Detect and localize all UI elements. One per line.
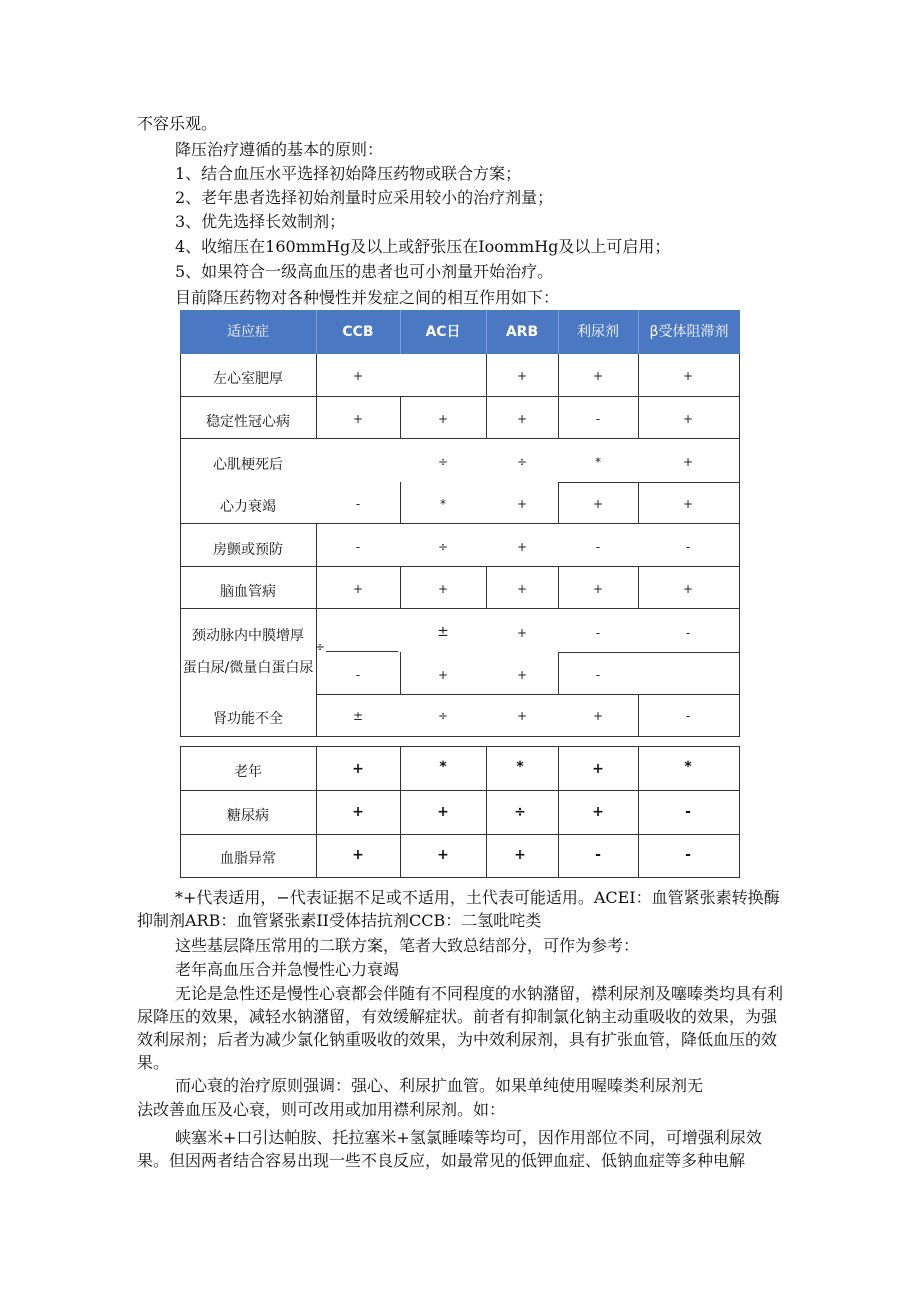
cell-ccb: + (352, 582, 364, 596)
cell-ccb: ± (352, 709, 364, 723)
cell-ccb: + (352, 804, 364, 820)
principle-item: 1、结合血压水平选择初始降压药物或联合方案； (175, 164, 522, 183)
cell-acei: ± (437, 624, 449, 640)
section-heading: 老年高血压合并急慢性心力衰竭 (175, 960, 400, 979)
cell-beta: - (685, 709, 691, 723)
principle-item: 4、收缩压在160mmHg及以上或舒张压在IoommHg及以上可启用； (175, 237, 671, 256)
cell-arb: + (516, 412, 528, 426)
paragraph: 无论是急性还是慢性心衰都会伴随有不同程度的水钠潴留，襟利尿剂及噻嗪类均具有利尿降压的效果，减轻水钠潴留，有效缓解症状。前者有抑制氯化钠主动重吸收的效果，为强效利尿剂；后者为减少氯化钠重吸收的效果，为中效利尿剂，具有扩张血管，降低血压的效果。 (137, 984, 784, 1072)
cell-acei: + (437, 412, 449, 426)
drug-indication-table (180, 310, 740, 736)
paragraph: 法改善血压及心衰，则可改用或加用襟利尿剂。如： (137, 1100, 506, 1119)
row-label: 老年 (234, 764, 262, 780)
cell-ccb: - (355, 540, 361, 554)
header-indication: 适应症 (227, 324, 269, 340)
principle-item: 3、优先选择长效制剂； (175, 212, 346, 231)
row-label: 脑血管病 (220, 584, 276, 600)
cell-arb: + (514, 847, 526, 863)
row-label: 血脂异常 (220, 851, 276, 867)
cell-beta: + (682, 455, 694, 469)
principle-item: 2、老年患者选择初始剂量时应采用较小的治疗剂量； (175, 188, 554, 207)
cell-diuretic: + (592, 709, 604, 723)
cell-acei: + (437, 582, 449, 596)
principle-item: 5、如果符合一级高血压的患者也可小剂量开始治疗。 (175, 262, 554, 281)
cell-arb: ÷ (514, 804, 526, 820)
cell-arb: + (516, 626, 528, 640)
row-label: 稳定性冠心病 (206, 414, 290, 430)
cell-beta: - (685, 847, 691, 863)
cell-ccb: + (352, 847, 364, 863)
row-label: 肾功能不全 (213, 711, 283, 727)
paragraph: 而心衰的治疗原则强调：强心、利尿扩血管。如果单纯使用喔嗪类利尿剂无 (175, 1076, 704, 1095)
cell-ccb: ÷ (314, 640, 326, 654)
elderly-comorbidity-table (180, 746, 740, 878)
paragraph-line: 不容乐观。 (137, 114, 218, 133)
row-label: 糖尿病 (227, 808, 269, 824)
cell-arb: + (516, 497, 528, 511)
cell-acei: + (437, 668, 449, 682)
header-ccb: CCB (342, 324, 374, 340)
cell-acei: * (439, 759, 447, 775)
row-label: 心力衰竭 (220, 499, 276, 515)
cell-acei: ÷ (437, 709, 449, 723)
cell-diuretic: - (595, 668, 601, 682)
principles-intro: 降压治疗遵循的基本的原则： (175, 140, 384, 159)
cell-beta: - (685, 626, 691, 640)
row-label: 颈动脉内中膜增厚 (192, 628, 304, 644)
cell-ccb: + (352, 412, 364, 426)
cell-ccb: - (355, 668, 361, 682)
cell-acei: + (437, 804, 449, 820)
cell-beta: + (682, 412, 694, 426)
cell-beta: + (682, 369, 694, 383)
cell-arb: + (516, 709, 528, 723)
cell-arb: + (516, 668, 528, 682)
paragraph: 峡塞米+口引达帕胺、托拉塞米+氢氯睡嗪等均可，因作用部位不同，可增强利尿效果。但因两者结合容易出现一些不良反应，如最常见的低钾血症、低钠血症等多种电解 (137, 1128, 762, 1170)
cell-diuretic: - (595, 412, 601, 426)
cell-beta: + (682, 582, 694, 596)
cell-ccb: + (352, 369, 364, 383)
cell-arb: + (516, 540, 528, 554)
cell-beta: * (684, 759, 692, 775)
cell-acei: + (437, 847, 449, 863)
cell-ccb: + (352, 761, 364, 777)
cell-diuretic: - (595, 847, 601, 863)
row-label: 房颤或预防 (213, 542, 283, 558)
cell-diuretic: + (592, 369, 604, 383)
cell-acei: ÷ (437, 455, 449, 469)
header-beta-blocker: β受体阻滞剂 (649, 324, 729, 340)
cell-acei: * (440, 497, 446, 511)
legend-paragraph: *+代表适用，−代表证据不足或不适用，土代表可能适用。ACEI：血管紧张素转换酶抑制剂ARB：血管紧张素II受体拮抗剂CCB：二氢吡咤类 (137, 888, 780, 930)
cell-diuretic: + (592, 497, 604, 511)
cell-beta: - (685, 804, 691, 820)
table-header (180, 310, 740, 354)
cell-acei: ÷ (437, 540, 449, 554)
cell-diuretic: - (595, 540, 601, 554)
cell-diuretic: + (592, 761, 604, 777)
cell-arb: * (516, 759, 524, 775)
header-arb: ARB (505, 324, 539, 340)
cell-arb: + (516, 582, 528, 596)
cell-beta: + (682, 497, 694, 511)
table-intro: 目前降压药物对各种慢性并发症之间的相互作用如下： (175, 288, 560, 307)
cell-diuretic: + (592, 804, 604, 820)
paragraph: 这些基层降压常用的二联方案，笔者大致总结部分，可作为参考： (175, 936, 640, 955)
cell-beta: - (685, 540, 691, 554)
cell-diuretic: - (595, 626, 601, 640)
cell-arb: + (516, 369, 528, 383)
row-label: 心肌梗死后 (213, 457, 283, 473)
row-label: 蛋白尿/微量白蛋白尿 (182, 660, 314, 676)
cell-ccb: - (355, 497, 361, 511)
row-label: 左心室肥厚 (213, 371, 283, 387)
cell-diuretic: * (595, 455, 601, 469)
header-acei: AC日 (425, 324, 461, 340)
header-diuretic: 利尿剂 (577, 324, 619, 340)
cell-arb: ÷ (516, 455, 528, 469)
cell-diuretic: + (592, 582, 604, 596)
